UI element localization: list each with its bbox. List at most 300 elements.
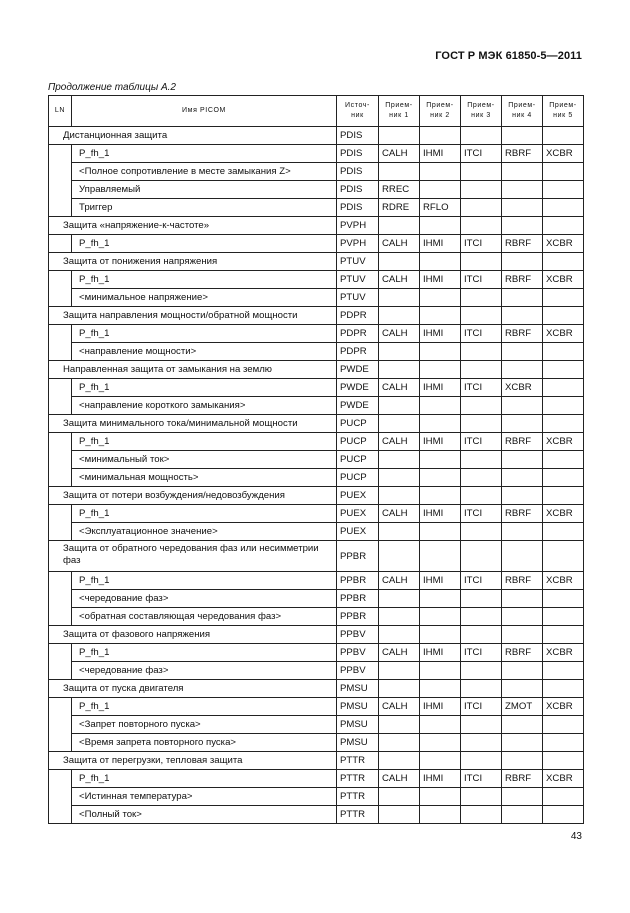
receiver-cell — [543, 289, 584, 307]
receiver-cell — [379, 608, 420, 626]
source-cell: PDIS — [337, 127, 379, 145]
source-cell: PVPH — [337, 217, 379, 235]
receiver-cell — [502, 626, 543, 644]
source-cell: PDPR — [337, 325, 379, 343]
table-row — [49, 379, 584, 397]
receiver-cell — [461, 626, 502, 644]
receiver-cell — [461, 397, 502, 415]
receiver-cell: ITCI — [461, 433, 502, 451]
receiver-cell — [420, 451, 461, 469]
receiver-cell — [420, 253, 461, 271]
group-title: Защита минимального тока/минимальной мощности — [49, 415, 337, 433]
source-cell: PWDE — [337, 397, 379, 415]
receiver-cell — [379, 734, 420, 752]
receiver-cell: RBRF — [502, 325, 543, 343]
col-header-ln: LN — [49, 96, 72, 127]
receiver-cell — [543, 608, 584, 626]
group-row — [49, 487, 584, 505]
receiver-cell — [543, 397, 584, 415]
receiver-cell — [379, 361, 420, 379]
receiver-cell — [543, 523, 584, 541]
receiver-cell: CALH — [379, 572, 420, 590]
source-cell: PMSU — [337, 680, 379, 698]
receiver-cell — [502, 127, 543, 145]
receiver-cell — [461, 788, 502, 806]
receiver-cell — [379, 752, 420, 770]
ln-cell — [49, 433, 72, 487]
receiver-cell: IHMI — [420, 145, 461, 163]
ln-cell — [49, 235, 72, 253]
ln-cell — [49, 325, 72, 361]
receiver-cell: CALH — [379, 698, 420, 716]
receiver-cell — [420, 163, 461, 181]
table-row — [49, 590, 584, 608]
receiver-cell — [461, 415, 502, 433]
receiver-cell — [543, 626, 584, 644]
receiver-cell — [379, 680, 420, 698]
receiver-cell: ITCI — [461, 644, 502, 662]
receiver-cell: IHMI — [420, 325, 461, 343]
source-cell: PTTR — [337, 806, 379, 824]
group-row — [49, 680, 584, 698]
table-row — [49, 644, 584, 662]
receiver-cell — [420, 716, 461, 734]
receiver-cell — [543, 451, 584, 469]
source-cell: PTTR — [337, 752, 379, 770]
picom-name-cell: P_fh_1 — [72, 770, 337, 788]
receiver-cell — [543, 415, 584, 433]
receiver-cell — [379, 397, 420, 415]
receiver-cell: RFLO — [420, 199, 461, 217]
receiver-cell — [420, 415, 461, 433]
group-title: Защита от перегрузки, тепловая защита — [49, 752, 337, 770]
picom-name-cell: P_fh_1 — [72, 325, 337, 343]
table-row — [49, 662, 584, 680]
receiver-cell: ITCI — [461, 235, 502, 253]
receiver-cell: IHMI — [420, 379, 461, 397]
receiver-cell — [420, 343, 461, 361]
receiver-cell — [461, 608, 502, 626]
receiver-cell — [502, 487, 543, 505]
receiver-cell — [420, 734, 461, 752]
table-row — [49, 572, 584, 590]
source-cell: PDIS — [337, 145, 379, 163]
receiver-cell — [502, 397, 543, 415]
receiver-cell — [502, 163, 543, 181]
receiver-cell — [461, 163, 502, 181]
receiver-cell: IHMI — [420, 433, 461, 451]
receiver-cell — [461, 752, 502, 770]
receiver-cell — [420, 181, 461, 199]
source-cell: PDPR — [337, 343, 379, 361]
receiver-cell: IHMI — [420, 770, 461, 788]
receiver-cell: XCBR — [543, 235, 584, 253]
ln-cell — [49, 770, 72, 824]
table-row — [49, 734, 584, 752]
group-row — [49, 127, 584, 145]
ln-cell — [49, 505, 72, 541]
source-cell: PUEX — [337, 487, 379, 505]
source-cell: PPBR — [337, 608, 379, 626]
receiver-cell — [379, 806, 420, 824]
ln-cell — [49, 572, 72, 626]
source-cell: PPBR — [337, 541, 379, 572]
receiver-cell — [420, 806, 461, 824]
source-cell: PVPH — [337, 235, 379, 253]
receiver-cell — [502, 199, 543, 217]
source-cell: PPBR — [337, 590, 379, 608]
receiver-cell: IHMI — [420, 572, 461, 590]
receiver-cell — [543, 199, 584, 217]
source-cell: PDIS — [337, 163, 379, 181]
receiver-cell: IHMI — [420, 271, 461, 289]
receiver-cell: ITCI — [461, 271, 502, 289]
receiver-cell — [461, 734, 502, 752]
receiver-cell — [420, 523, 461, 541]
receiver-cell — [379, 626, 420, 644]
source-cell: PTTR — [337, 770, 379, 788]
table-row — [49, 163, 584, 181]
receiver-cell — [420, 752, 461, 770]
receiver-cell — [420, 608, 461, 626]
receiver-cell — [420, 788, 461, 806]
receiver-cell — [502, 752, 543, 770]
source-cell: PUCP — [337, 469, 379, 487]
source-cell: PDIS — [337, 181, 379, 199]
ln-cell — [49, 379, 72, 415]
receiver-cell: XCBR — [543, 572, 584, 590]
receiver-cell: RBRF — [502, 433, 543, 451]
receiver-cell — [543, 541, 584, 572]
table-row — [49, 235, 584, 253]
picom-name-cell: P_fh_1 — [72, 235, 337, 253]
receiver-cell: XCBR — [543, 145, 584, 163]
receiver-cell — [502, 289, 543, 307]
group-title: Защита от фазового напряжения — [49, 626, 337, 644]
receiver-cell: CALH — [379, 644, 420, 662]
source-cell: PWDE — [337, 361, 379, 379]
receiver-cell — [379, 716, 420, 734]
receiver-cell — [502, 788, 543, 806]
receiver-cell: IHMI — [420, 235, 461, 253]
receiver-cell — [379, 217, 420, 235]
source-cell: PTUV — [337, 271, 379, 289]
source-cell: PUEX — [337, 505, 379, 523]
ln-cell — [49, 698, 72, 752]
col-header-source: Источ-ник — [337, 96, 379, 127]
receiver-cell — [461, 680, 502, 698]
table-row — [49, 788, 584, 806]
receiver-cell: RBRF — [502, 145, 543, 163]
receiver-cell — [543, 379, 584, 397]
receiver-cell: ZMOT — [502, 698, 543, 716]
group-row — [49, 752, 584, 770]
col-header-receiver-1: Прием-ник 1 — [379, 96, 420, 127]
receiver-cell — [379, 487, 420, 505]
receiver-cell: CALH — [379, 325, 420, 343]
receiver-cell — [461, 487, 502, 505]
source-cell: PMSU — [337, 698, 379, 716]
receiver-cell — [502, 307, 543, 325]
receiver-cell — [379, 662, 420, 680]
group-row — [49, 626, 584, 644]
receiver-cell — [461, 217, 502, 235]
table-row — [49, 451, 584, 469]
source-cell: PTUV — [337, 253, 379, 271]
picom-name-cell: <Запрет повторного пуска> — [72, 716, 337, 734]
receiver-cell — [379, 541, 420, 572]
receiver-cell — [543, 307, 584, 325]
group-title: Дистанционная защита — [49, 127, 337, 145]
table-body — [49, 127, 584, 824]
table-row — [49, 181, 584, 199]
receiver-cell — [502, 680, 543, 698]
receiver-cell — [543, 163, 584, 181]
picom-name-cell: <направление короткого замыкания> — [72, 397, 337, 415]
receiver-cell — [420, 307, 461, 325]
ln-cell — [49, 271, 72, 307]
table-row — [49, 523, 584, 541]
receiver-cell — [502, 716, 543, 734]
receiver-cell — [420, 680, 461, 698]
group-row — [49, 361, 584, 379]
receiver-cell: XCBR — [543, 698, 584, 716]
group-title: Защита от пуска двигателя — [49, 680, 337, 698]
receiver-cell — [379, 343, 420, 361]
receiver-cell: XCBR — [543, 325, 584, 343]
receiver-cell: CALH — [379, 379, 420, 397]
receiver-cell: ITCI — [461, 325, 502, 343]
picom-name-cell: Триггер — [72, 199, 337, 217]
receiver-cell — [502, 734, 543, 752]
receiver-cell — [502, 361, 543, 379]
receiver-cell — [543, 181, 584, 199]
table-row — [49, 343, 584, 361]
receiver-cell — [420, 361, 461, 379]
receiver-cell — [461, 361, 502, 379]
receiver-cell: CALH — [379, 271, 420, 289]
receiver-cell — [420, 469, 461, 487]
receiver-cell — [420, 590, 461, 608]
source-cell: PUCP — [337, 433, 379, 451]
receiver-cell — [502, 523, 543, 541]
receiver-cell — [543, 734, 584, 752]
table-row — [49, 469, 584, 487]
receiver-cell — [502, 806, 543, 824]
receiver-cell: RBRF — [502, 644, 543, 662]
receiver-cell: ITCI — [461, 379, 502, 397]
col-header-receiver-4: Прием-ник 4 — [502, 96, 543, 127]
table-row — [49, 770, 584, 788]
receiver-cell — [420, 397, 461, 415]
receiver-cell — [461, 469, 502, 487]
receiver-cell: ITCI — [461, 770, 502, 788]
receiver-cell — [543, 217, 584, 235]
receiver-cell — [461, 253, 502, 271]
receiver-cell — [543, 487, 584, 505]
receiver-cell — [379, 253, 420, 271]
receiver-cell — [543, 127, 584, 145]
receiver-cell: IHMI — [420, 505, 461, 523]
receiver-cell: CALH — [379, 235, 420, 253]
receiver-cell — [461, 806, 502, 824]
receiver-cell — [461, 181, 502, 199]
picom-name-cell: <Эксплуатационное значение> — [72, 523, 337, 541]
receiver-cell — [379, 307, 420, 325]
table-row — [49, 199, 584, 217]
receiver-cell: ITCI — [461, 698, 502, 716]
receiver-cell: CALH — [379, 433, 420, 451]
receiver-cell — [502, 253, 543, 271]
receiver-cell: RBRF — [502, 505, 543, 523]
group-title: Защита от потери возбуждения/недовозбуждения — [49, 487, 337, 505]
receiver-cell: CALH — [379, 145, 420, 163]
source-cell: PMSU — [337, 734, 379, 752]
group-row — [49, 415, 584, 433]
receiver-cell — [420, 662, 461, 680]
source-cell: PPBV — [337, 626, 379, 644]
receiver-cell — [502, 217, 543, 235]
ln-cell — [49, 644, 72, 680]
group-title: Защита «напряжение-к-частоте» — [49, 217, 337, 235]
receiver-cell: XCBR — [543, 433, 584, 451]
table-row — [49, 505, 584, 523]
picom-name-cell: P_fh_1 — [72, 379, 337, 397]
picom-name-cell: P_fh_1 — [72, 433, 337, 451]
receiver-cell — [543, 752, 584, 770]
receiver-cell: CALH — [379, 505, 420, 523]
receiver-cell: RBRF — [502, 770, 543, 788]
picom-name-cell: <Истинная температура> — [72, 788, 337, 806]
table-row — [49, 271, 584, 289]
receiver-cell: XCBR — [502, 379, 543, 397]
picom-name-cell: P_fh_1 — [72, 145, 337, 163]
receiver-cell — [379, 590, 420, 608]
receiver-cell — [379, 127, 420, 145]
receiver-cell — [420, 541, 461, 572]
receiver-cell — [502, 415, 543, 433]
picom-name-cell: P_fh_1 — [72, 271, 337, 289]
receiver-cell — [461, 590, 502, 608]
receiver-cell — [461, 307, 502, 325]
receiver-cell — [543, 806, 584, 824]
source-cell: PPBV — [337, 644, 379, 662]
table-row — [49, 433, 584, 451]
receiver-cell — [502, 451, 543, 469]
col-header-receiver-5: Прием-ник 5 — [543, 96, 584, 127]
picom-name-cell: P_fh_1 — [72, 644, 337, 662]
receiver-cell — [420, 217, 461, 235]
receiver-cell — [543, 680, 584, 698]
picom-name-cell: <Полное сопротивление в месте замыкания Z> — [72, 163, 337, 181]
group-row — [49, 217, 584, 235]
group-title: Защита направления мощности/обратной мощности — [49, 307, 337, 325]
receiver-cell — [379, 415, 420, 433]
picom-name-cell: P_fh_1 — [72, 505, 337, 523]
receiver-cell — [502, 608, 543, 626]
picom-name-cell: <чередование фаз> — [72, 590, 337, 608]
receiver-cell — [420, 487, 461, 505]
source-cell: PTUV — [337, 289, 379, 307]
picom-name-cell: P_fh_1 — [72, 572, 337, 590]
receiver-cell — [543, 343, 584, 361]
receiver-cell — [379, 451, 420, 469]
receiver-cell — [379, 163, 420, 181]
receiver-cell: RDRE — [379, 199, 420, 217]
picom-table — [48, 95, 584, 824]
receiver-cell: XCBR — [543, 644, 584, 662]
receiver-cell: RBRF — [502, 271, 543, 289]
picom-name-cell: Управляемый — [72, 181, 337, 199]
group-title: Направленная защита от замыкания на землю — [49, 361, 337, 379]
receiver-cell: RREC — [379, 181, 420, 199]
receiver-cell — [461, 127, 502, 145]
source-cell: PPBV — [337, 662, 379, 680]
picom-name-cell: <обратная составляющая чередования фаз> — [72, 608, 337, 626]
group-title: Защита от понижения напряжения — [49, 253, 337, 271]
picom-name-cell: <Время запрета повторного пуска> — [72, 734, 337, 752]
table-row — [49, 145, 584, 163]
receiver-cell — [379, 788, 420, 806]
receiver-cell — [461, 541, 502, 572]
receiver-cell — [461, 523, 502, 541]
source-cell: PWDE — [337, 379, 379, 397]
group-title: Защита от обратного чередования фаз или несимметрии фаз — [49, 541, 337, 572]
picom-name-cell: <направление мощности> — [72, 343, 337, 361]
receiver-cell — [420, 289, 461, 307]
receiver-cell — [502, 541, 543, 572]
picom-name-cell: <Полный ток> — [72, 806, 337, 824]
receiver-cell: XCBR — [543, 770, 584, 788]
receiver-cell — [502, 343, 543, 361]
receiver-cell — [420, 626, 461, 644]
receiver-cell — [502, 469, 543, 487]
page-number: 43 — [570, 831, 582, 842]
source-cell: PUCP — [337, 415, 379, 433]
picom-name-cell: <минимальный ток> — [72, 451, 337, 469]
picom-name-cell: <минимальное напряжение> — [72, 289, 337, 307]
col-header-picom-name: Имя PICOM — [72, 96, 337, 127]
receiver-cell — [502, 590, 543, 608]
receiver-cell: RBRF — [502, 572, 543, 590]
receiver-cell — [461, 343, 502, 361]
group-row — [49, 253, 584, 271]
receiver-cell: XCBR — [543, 505, 584, 523]
receiver-cell — [461, 289, 502, 307]
picom-name-cell: P_fh_1 — [72, 698, 337, 716]
table-row — [49, 325, 584, 343]
receiver-cell — [543, 788, 584, 806]
table-row — [49, 608, 584, 626]
receiver-cell — [461, 199, 502, 217]
receiver-cell: ITCI — [461, 572, 502, 590]
receiver-cell — [379, 523, 420, 541]
table-row — [49, 289, 584, 307]
receiver-cell — [420, 127, 461, 145]
receiver-cell — [543, 662, 584, 680]
receiver-cell: ITCI — [461, 505, 502, 523]
receiver-cell: IHMI — [420, 698, 461, 716]
receiver-cell — [543, 253, 584, 271]
receiver-cell — [543, 590, 584, 608]
source-cell: PTTR — [337, 788, 379, 806]
source-cell: PMSU — [337, 716, 379, 734]
receiver-cell — [543, 361, 584, 379]
table-row — [49, 806, 584, 824]
receiver-cell — [461, 662, 502, 680]
receiver-cell: XCBR — [543, 271, 584, 289]
receiver-cell — [502, 181, 543, 199]
